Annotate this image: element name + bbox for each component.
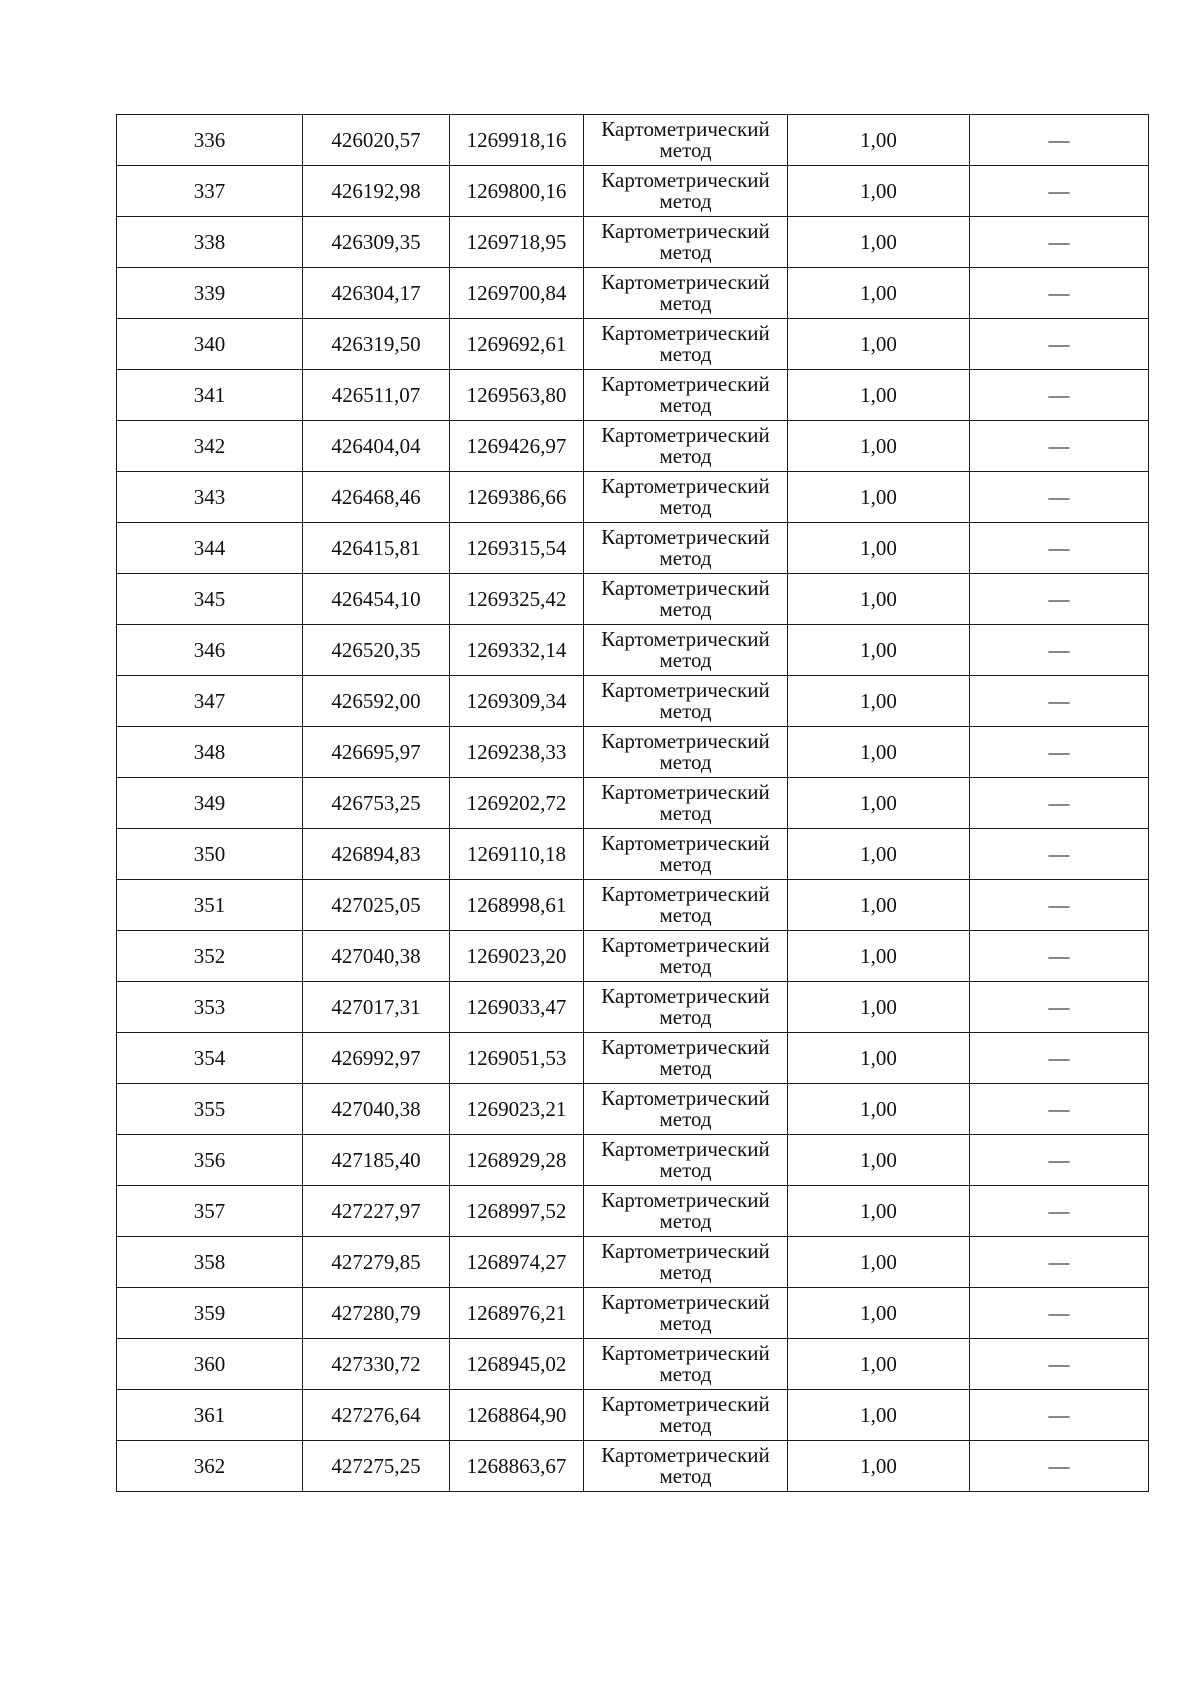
accuracy-cell: 1,00: [788, 880, 970, 931]
coordinate-x-cell: 427017,31: [303, 982, 450, 1033]
method-cell: Картометрический метод: [584, 319, 788, 370]
method-cell: Картометрический метод: [584, 472, 788, 523]
accuracy-cell: 1,00: [788, 1084, 970, 1135]
coordinate-x-cell: 426511,07: [303, 370, 450, 421]
coordinate-x-cell: 427227,97: [303, 1186, 450, 1237]
note-cell: —: [970, 166, 1149, 217]
point-number-cell: 344: [117, 523, 303, 574]
table-row: [117, 523, 1149, 574]
table-row: [117, 574, 1149, 625]
method-cell: Картометрический метод: [584, 982, 788, 1033]
point-number-cell: 337: [117, 166, 303, 217]
coordinate-x-cell: 426192,98: [303, 166, 450, 217]
coordinate-y-cell: 1268976,21: [450, 1288, 584, 1339]
note-cell: —: [970, 931, 1149, 982]
accuracy-cell: 1,00: [788, 166, 970, 217]
table-row: [117, 1288, 1149, 1339]
coordinate-y-cell: 1269386,66: [450, 472, 584, 523]
coordinate-y-cell: 1268974,27: [450, 1237, 584, 1288]
note-cell: —: [970, 1084, 1149, 1135]
method-cell: Картометрический метод: [584, 931, 788, 982]
table-row: [117, 1084, 1149, 1135]
coordinate-x-cell: 427025,05: [303, 880, 450, 931]
accuracy-cell: 1,00: [788, 1288, 970, 1339]
accuracy-cell: 1,00: [788, 1033, 970, 1084]
point-number-cell: 354: [117, 1033, 303, 1084]
table-row: [117, 319, 1149, 370]
note-cell: —: [970, 574, 1149, 625]
accuracy-cell: 1,00: [788, 676, 970, 727]
note-cell: —: [970, 676, 1149, 727]
point-number-cell: 362: [117, 1441, 303, 1492]
coordinate-y-cell: 1269718,95: [450, 217, 584, 268]
table-row: [117, 1033, 1149, 1084]
point-number-cell: 351: [117, 880, 303, 931]
coordinate-x-cell: 426468,46: [303, 472, 450, 523]
method-cell: Картометрический метод: [584, 268, 788, 319]
coordinate-y-cell: 1268929,28: [450, 1135, 584, 1186]
coordinate-y-cell: 1269700,84: [450, 268, 584, 319]
point-number-cell: 343: [117, 472, 303, 523]
point-number-cell: 348: [117, 727, 303, 778]
coordinate-y-cell: 1269325,42: [450, 574, 584, 625]
coordinate-y-cell: 1268864,90: [450, 1390, 584, 1441]
note-cell: —: [970, 370, 1149, 421]
method-cell: Картометрический метод: [584, 625, 788, 676]
table-row: [117, 1186, 1149, 1237]
coordinate-y-cell: 1269033,47: [450, 982, 584, 1033]
table-row: [117, 1390, 1149, 1441]
table-row: [117, 217, 1149, 268]
table-row: [117, 268, 1149, 319]
point-number-cell: 345: [117, 574, 303, 625]
method-cell: Картометрический метод: [584, 1339, 788, 1390]
point-number-cell: 339: [117, 268, 303, 319]
coordinate-x-cell: 426753,25: [303, 778, 450, 829]
method-cell: Картометрический метод: [584, 1033, 788, 1084]
coordinate-y-cell: 1269315,54: [450, 523, 584, 574]
method-cell: Картометрический метод: [584, 1186, 788, 1237]
accuracy-cell: 1,00: [788, 370, 970, 421]
method-cell: Картометрический метод: [584, 574, 788, 625]
note-cell: —: [970, 727, 1149, 778]
method-cell: Картометрический метод: [584, 421, 788, 472]
point-number-cell: 338: [117, 217, 303, 268]
point-number-cell: 340: [117, 319, 303, 370]
note-cell: —: [970, 1135, 1149, 1186]
coordinate-x-cell: 426454,10: [303, 574, 450, 625]
coordinate-y-cell: 1269110,18: [450, 829, 584, 880]
coordinate-x-cell: 427276,64: [303, 1390, 450, 1441]
note-cell: —: [970, 1441, 1149, 1492]
note-cell: —: [970, 880, 1149, 931]
accuracy-cell: 1,00: [788, 625, 970, 676]
table-row: [117, 370, 1149, 421]
accuracy-cell: 1,00: [788, 982, 970, 1033]
coordinate-x-cell: 427040,38: [303, 1084, 450, 1135]
accuracy-cell: 1,00: [788, 1237, 970, 1288]
table-row: [117, 166, 1149, 217]
coordinate-y-cell: 1269563,80: [450, 370, 584, 421]
coordinate-y-cell: 1269800,16: [450, 166, 584, 217]
table-row: [117, 625, 1149, 676]
table-row: [117, 421, 1149, 472]
coordinate-y-cell: 1269918,16: [450, 115, 584, 166]
coordinate-y-cell: 1268998,61: [450, 880, 584, 931]
accuracy-cell: 1,00: [788, 1441, 970, 1492]
coordinate-x-cell: 427185,40: [303, 1135, 450, 1186]
note-cell: —: [970, 625, 1149, 676]
point-number-cell: 349: [117, 778, 303, 829]
point-number-cell: 336: [117, 115, 303, 166]
point-number-cell: 347: [117, 676, 303, 727]
point-number-cell: 355: [117, 1084, 303, 1135]
coordinate-x-cell: 427330,72: [303, 1339, 450, 1390]
method-cell: Картометрический метод: [584, 523, 788, 574]
coordinate-x-cell: 426894,83: [303, 829, 450, 880]
coordinate-y-cell: 1268863,67: [450, 1441, 584, 1492]
point-number-cell: 353: [117, 982, 303, 1033]
coordinate-x-cell: 426695,97: [303, 727, 450, 778]
coordinate-x-cell: 426520,35: [303, 625, 450, 676]
accuracy-cell: 1,00: [788, 268, 970, 319]
note-cell: —: [970, 1186, 1149, 1237]
coordinate-y-cell: 1269023,21: [450, 1084, 584, 1135]
table-row: [117, 1441, 1149, 1492]
accuracy-cell: 1,00: [788, 778, 970, 829]
accuracy-cell: 1,00: [788, 319, 970, 370]
table-row: [117, 1135, 1149, 1186]
coordinate-x-cell: 426304,17: [303, 268, 450, 319]
coordinate-x-cell: 426309,35: [303, 217, 450, 268]
table-row: [117, 982, 1149, 1033]
method-cell: Картометрический метод: [584, 1390, 788, 1441]
table-row: [117, 880, 1149, 931]
accuracy-cell: 1,00: [788, 727, 970, 778]
method-cell: Картометрический метод: [584, 217, 788, 268]
method-cell: Картометрический метод: [584, 166, 788, 217]
method-cell: Картометрический метод: [584, 115, 788, 166]
coordinates-table: [116, 114, 1149, 1492]
note-cell: —: [970, 319, 1149, 370]
method-cell: Картометрический метод: [584, 880, 788, 931]
method-cell: Картометрический метод: [584, 1084, 788, 1135]
point-number-cell: 360: [117, 1339, 303, 1390]
method-cell: Картометрический метод: [584, 1237, 788, 1288]
table-row: [117, 829, 1149, 880]
point-number-cell: 359: [117, 1288, 303, 1339]
point-number-cell: 350: [117, 829, 303, 880]
note-cell: —: [970, 778, 1149, 829]
accuracy-cell: 1,00: [788, 1186, 970, 1237]
method-cell: Картометрический метод: [584, 370, 788, 421]
coordinate-x-cell: 427280,79: [303, 1288, 450, 1339]
method-cell: Картометрический метод: [584, 1135, 788, 1186]
table-row: [117, 472, 1149, 523]
accuracy-cell: 1,00: [788, 472, 970, 523]
coordinate-x-cell: 426592,00: [303, 676, 450, 727]
point-number-cell: 358: [117, 1237, 303, 1288]
table-row: [117, 115, 1149, 166]
coordinates-table-body: [117, 115, 1149, 1492]
coordinate-x-cell: 426020,57: [303, 115, 450, 166]
coordinate-x-cell: 426404,04: [303, 421, 450, 472]
note-cell: —: [970, 421, 1149, 472]
note-cell: —: [970, 982, 1149, 1033]
point-number-cell: 361: [117, 1390, 303, 1441]
point-number-cell: 342: [117, 421, 303, 472]
coordinate-x-cell: 427275,25: [303, 1441, 450, 1492]
coordinate-y-cell: 1269692,61: [450, 319, 584, 370]
note-cell: —: [970, 268, 1149, 319]
coordinate-y-cell: 1268997,52: [450, 1186, 584, 1237]
point-number-cell: 356: [117, 1135, 303, 1186]
coordinate-y-cell: 1269023,20: [450, 931, 584, 982]
note-cell: —: [970, 1390, 1149, 1441]
coordinate-y-cell: 1269426,97: [450, 421, 584, 472]
coordinate-x-cell: 427279,85: [303, 1237, 450, 1288]
point-number-cell: 346: [117, 625, 303, 676]
accuracy-cell: 1,00: [788, 1339, 970, 1390]
accuracy-cell: 1,00: [788, 829, 970, 880]
note-cell: —: [970, 1288, 1149, 1339]
accuracy-cell: 1,00: [788, 574, 970, 625]
coordinate-y-cell: 1269202,72: [450, 778, 584, 829]
note-cell: —: [970, 1237, 1149, 1288]
method-cell: Картометрический метод: [584, 676, 788, 727]
coordinate-y-cell: 1269238,33: [450, 727, 584, 778]
method-cell: Картометрический метод: [584, 829, 788, 880]
table-row: [117, 778, 1149, 829]
coordinate-y-cell: 1269332,14: [450, 625, 584, 676]
accuracy-cell: 1,00: [788, 1390, 970, 1441]
note-cell: —: [970, 829, 1149, 880]
coordinate-x-cell: 427040,38: [303, 931, 450, 982]
accuracy-cell: 1,00: [788, 421, 970, 472]
accuracy-cell: 1,00: [788, 523, 970, 574]
accuracy-cell: 1,00: [788, 1135, 970, 1186]
coordinate-x-cell: 426415,81: [303, 523, 450, 574]
table-row: [117, 1237, 1149, 1288]
coordinate-y-cell: 1268945,02: [450, 1339, 584, 1390]
table-row: [117, 676, 1149, 727]
note-cell: —: [970, 523, 1149, 574]
accuracy-cell: 1,00: [788, 115, 970, 166]
method-cell: Картометрический метод: [584, 1288, 788, 1339]
point-number-cell: 341: [117, 370, 303, 421]
coordinate-x-cell: 426992,97: [303, 1033, 450, 1084]
method-cell: Картометрический метод: [584, 778, 788, 829]
coordinate-y-cell: 1269309,34: [450, 676, 584, 727]
accuracy-cell: 1,00: [788, 931, 970, 982]
table-row: [117, 727, 1149, 778]
note-cell: —: [970, 115, 1149, 166]
table-row: [117, 1339, 1149, 1390]
accuracy-cell: 1,00: [788, 217, 970, 268]
coordinate-x-cell: 426319,50: [303, 319, 450, 370]
method-cell: Картометрический метод: [584, 1441, 788, 1492]
point-number-cell: 357: [117, 1186, 303, 1237]
table-row: [117, 931, 1149, 982]
note-cell: —: [970, 217, 1149, 268]
note-cell: —: [970, 1033, 1149, 1084]
note-cell: —: [970, 1339, 1149, 1390]
point-number-cell: 352: [117, 931, 303, 982]
note-cell: —: [970, 472, 1149, 523]
coordinate-y-cell: 1269051,53: [450, 1033, 584, 1084]
method-cell: Картометрический метод: [584, 727, 788, 778]
